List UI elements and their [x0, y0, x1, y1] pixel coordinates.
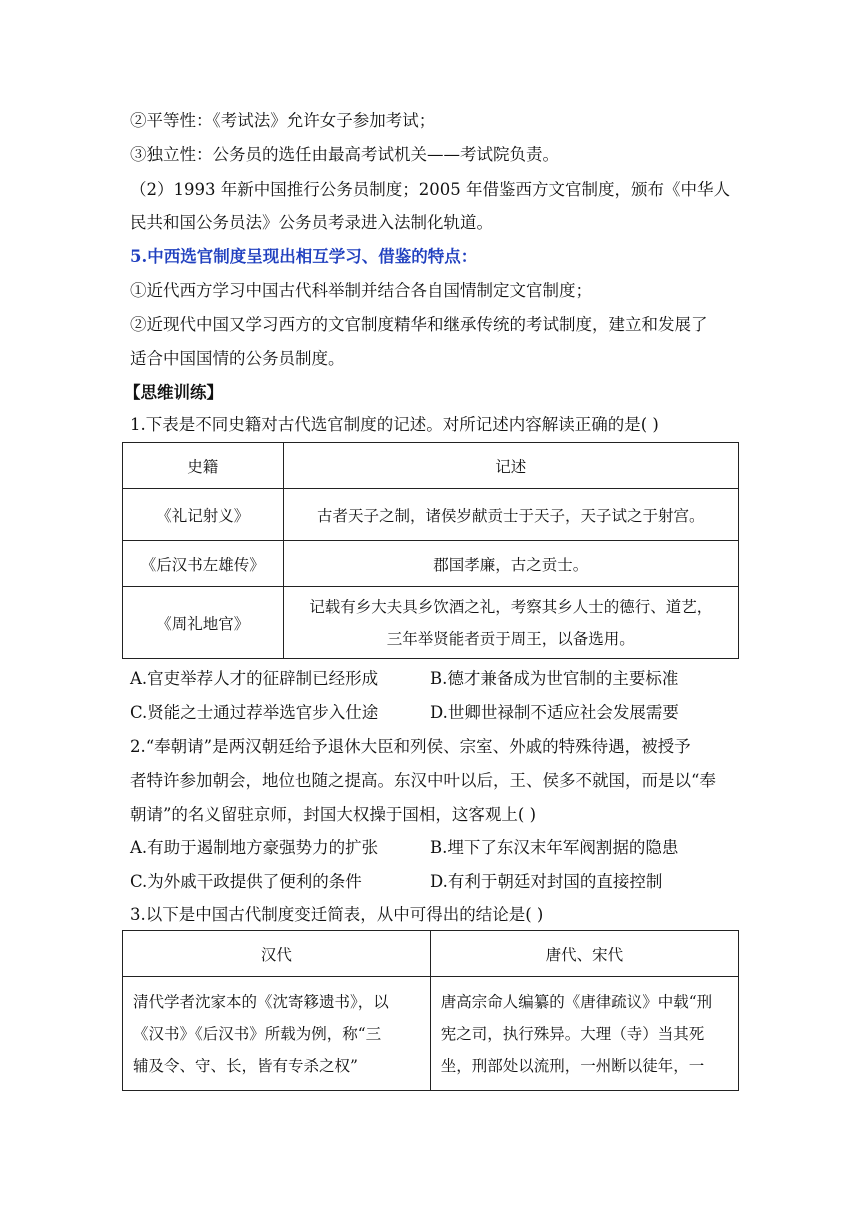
question-1-option-a: A.官吏举荐人才的征辟制已经形成 [130, 669, 379, 688]
table-row [123, 489, 739, 541]
text-line-equality: ②平等性：《考试法》允许女子参加考试； [130, 111, 436, 130]
table-cell: 古者天子之制，诸侯岁献贡士于天子，天子试之于射宫。 [283, 489, 738, 541]
table-header-cell: 唐代、宋代 [430, 931, 738, 977]
table-header-cell: 记述 [283, 443, 738, 489]
table-cell-line: 记载有乡大夫具乡饮酒之礼，考察其乡人士的德行、道艺， [309, 597, 713, 616]
table-row [123, 587, 739, 659]
table-cell-line: 辅及令、守、长，皆有专杀之权” [133, 1056, 358, 1075]
question-3-stem: 3.以下是中国古代制度变迁简表，从中可得出的结论是( ) [130, 905, 544, 924]
section-heading-5: 5.中西选官制度呈现出相互学习、借鉴的特点： [130, 247, 478, 266]
question-3-table [122, 930, 739, 1091]
table-header-cell: 史籍 [123, 443, 284, 489]
text-line-china-learns-cont: 适合中国国情的公务员制度。 [130, 349, 345, 368]
question-2-stem-cont: 者特许参加朝会，地位也随之提高。东汉中叶以后，王、侯多不就国，而是以“奉 [130, 771, 716, 790]
table-cell-line: 坐，刑部处以流刑，一州断以徒年，一 [440, 1056, 705, 1075]
question-1-option-b: B.德才兼备成为世官制的主要标准 [430, 669, 679, 688]
question-2-option-a: A.有助于遏制地方豪强势力的扩张 [130, 838, 379, 857]
table-cell: 《后汉书左雄传》 [123, 541, 284, 587]
table-header-row [123, 931, 739, 977]
question-2-option-c: C.为外戚干政提供了便利的条件 [130, 872, 362, 891]
question-2-stem-end: 朝请”的名义留驻京师，封国大权操于国相，这客观上( ) [130, 805, 537, 824]
question-2-stem: 2.“奉朝请”是两汉朝廷给予退休大臣和列侯、宗室、外戚的特殊待遇，被授予 [130, 737, 691, 756]
table-cell: 《礼记射义》 [123, 489, 284, 541]
table-cell: 郡国孝廉，古之贡士。 [283, 541, 738, 587]
question-2-option-b: B.埋下了东汉末年军阀割据的隐患 [430, 838, 679, 857]
question-1-stem: 1.下表是不同史籍对古代选官制度的记述。对所记述内容解读正确的是( ) [130, 415, 659, 434]
text-line-independence: ③独立性：公务员的选任由最高考试机关——考试院负责。 [130, 145, 559, 164]
question-1-option-d: D.世卿世禄制不适应社会发展需要 [430, 703, 679, 722]
table-header-row [123, 443, 739, 489]
question-1-option-c: C.贤能之士通过荐举选官步入仕途 [130, 703, 379, 722]
table-cell [123, 977, 431, 1091]
table-cell: 《周礼地官》 [123, 587, 284, 659]
table-cell-line: 宪之司，执行殊异。大理（寺）当其死 [440, 1024, 705, 1043]
text-line-civil-law: 民共和国公务员法》公务员考录进入法制化轨道。 [130, 213, 493, 232]
table-cell-line: 三年举贤能者贡于周王，以备选用。 [386, 629, 635, 648]
question-1-table [122, 442, 739, 659]
text-line-west-learns: ①近代西方学习中国古代科举制并结合各自国情制定文官制度； [130, 281, 592, 300]
table-row [123, 977, 739, 1091]
text-line-1993: （2）1993 年新中国推行公务员制度；2005 年借鉴西方文官制度，颁布《中华人 [130, 180, 730, 199]
table-cell [430, 977, 738, 1091]
table-cell-line: 清代学者沈家本的《沈寄簃遗书》，以 [133, 992, 389, 1011]
question-2-option-d: D.有利于朝廷对封国的直接控制 [430, 872, 663, 891]
table-header-cell: 汉代 [123, 931, 431, 977]
table-cell [283, 587, 738, 659]
table-row [123, 541, 739, 587]
table-cell-line: 唐高宗命人编纂的《唐律疏议》中载“刑 [440, 992, 713, 1011]
section-heading-training: 【思维训练】 [124, 383, 223, 402]
text-line-china-learns: ②近现代中国又学习西方的文官制度精华和继承传统的考试制度，建立和发展了 [130, 315, 708, 334]
table-cell-line: 《汉书》《后汉书》所载为例，称“三 [133, 1024, 382, 1043]
